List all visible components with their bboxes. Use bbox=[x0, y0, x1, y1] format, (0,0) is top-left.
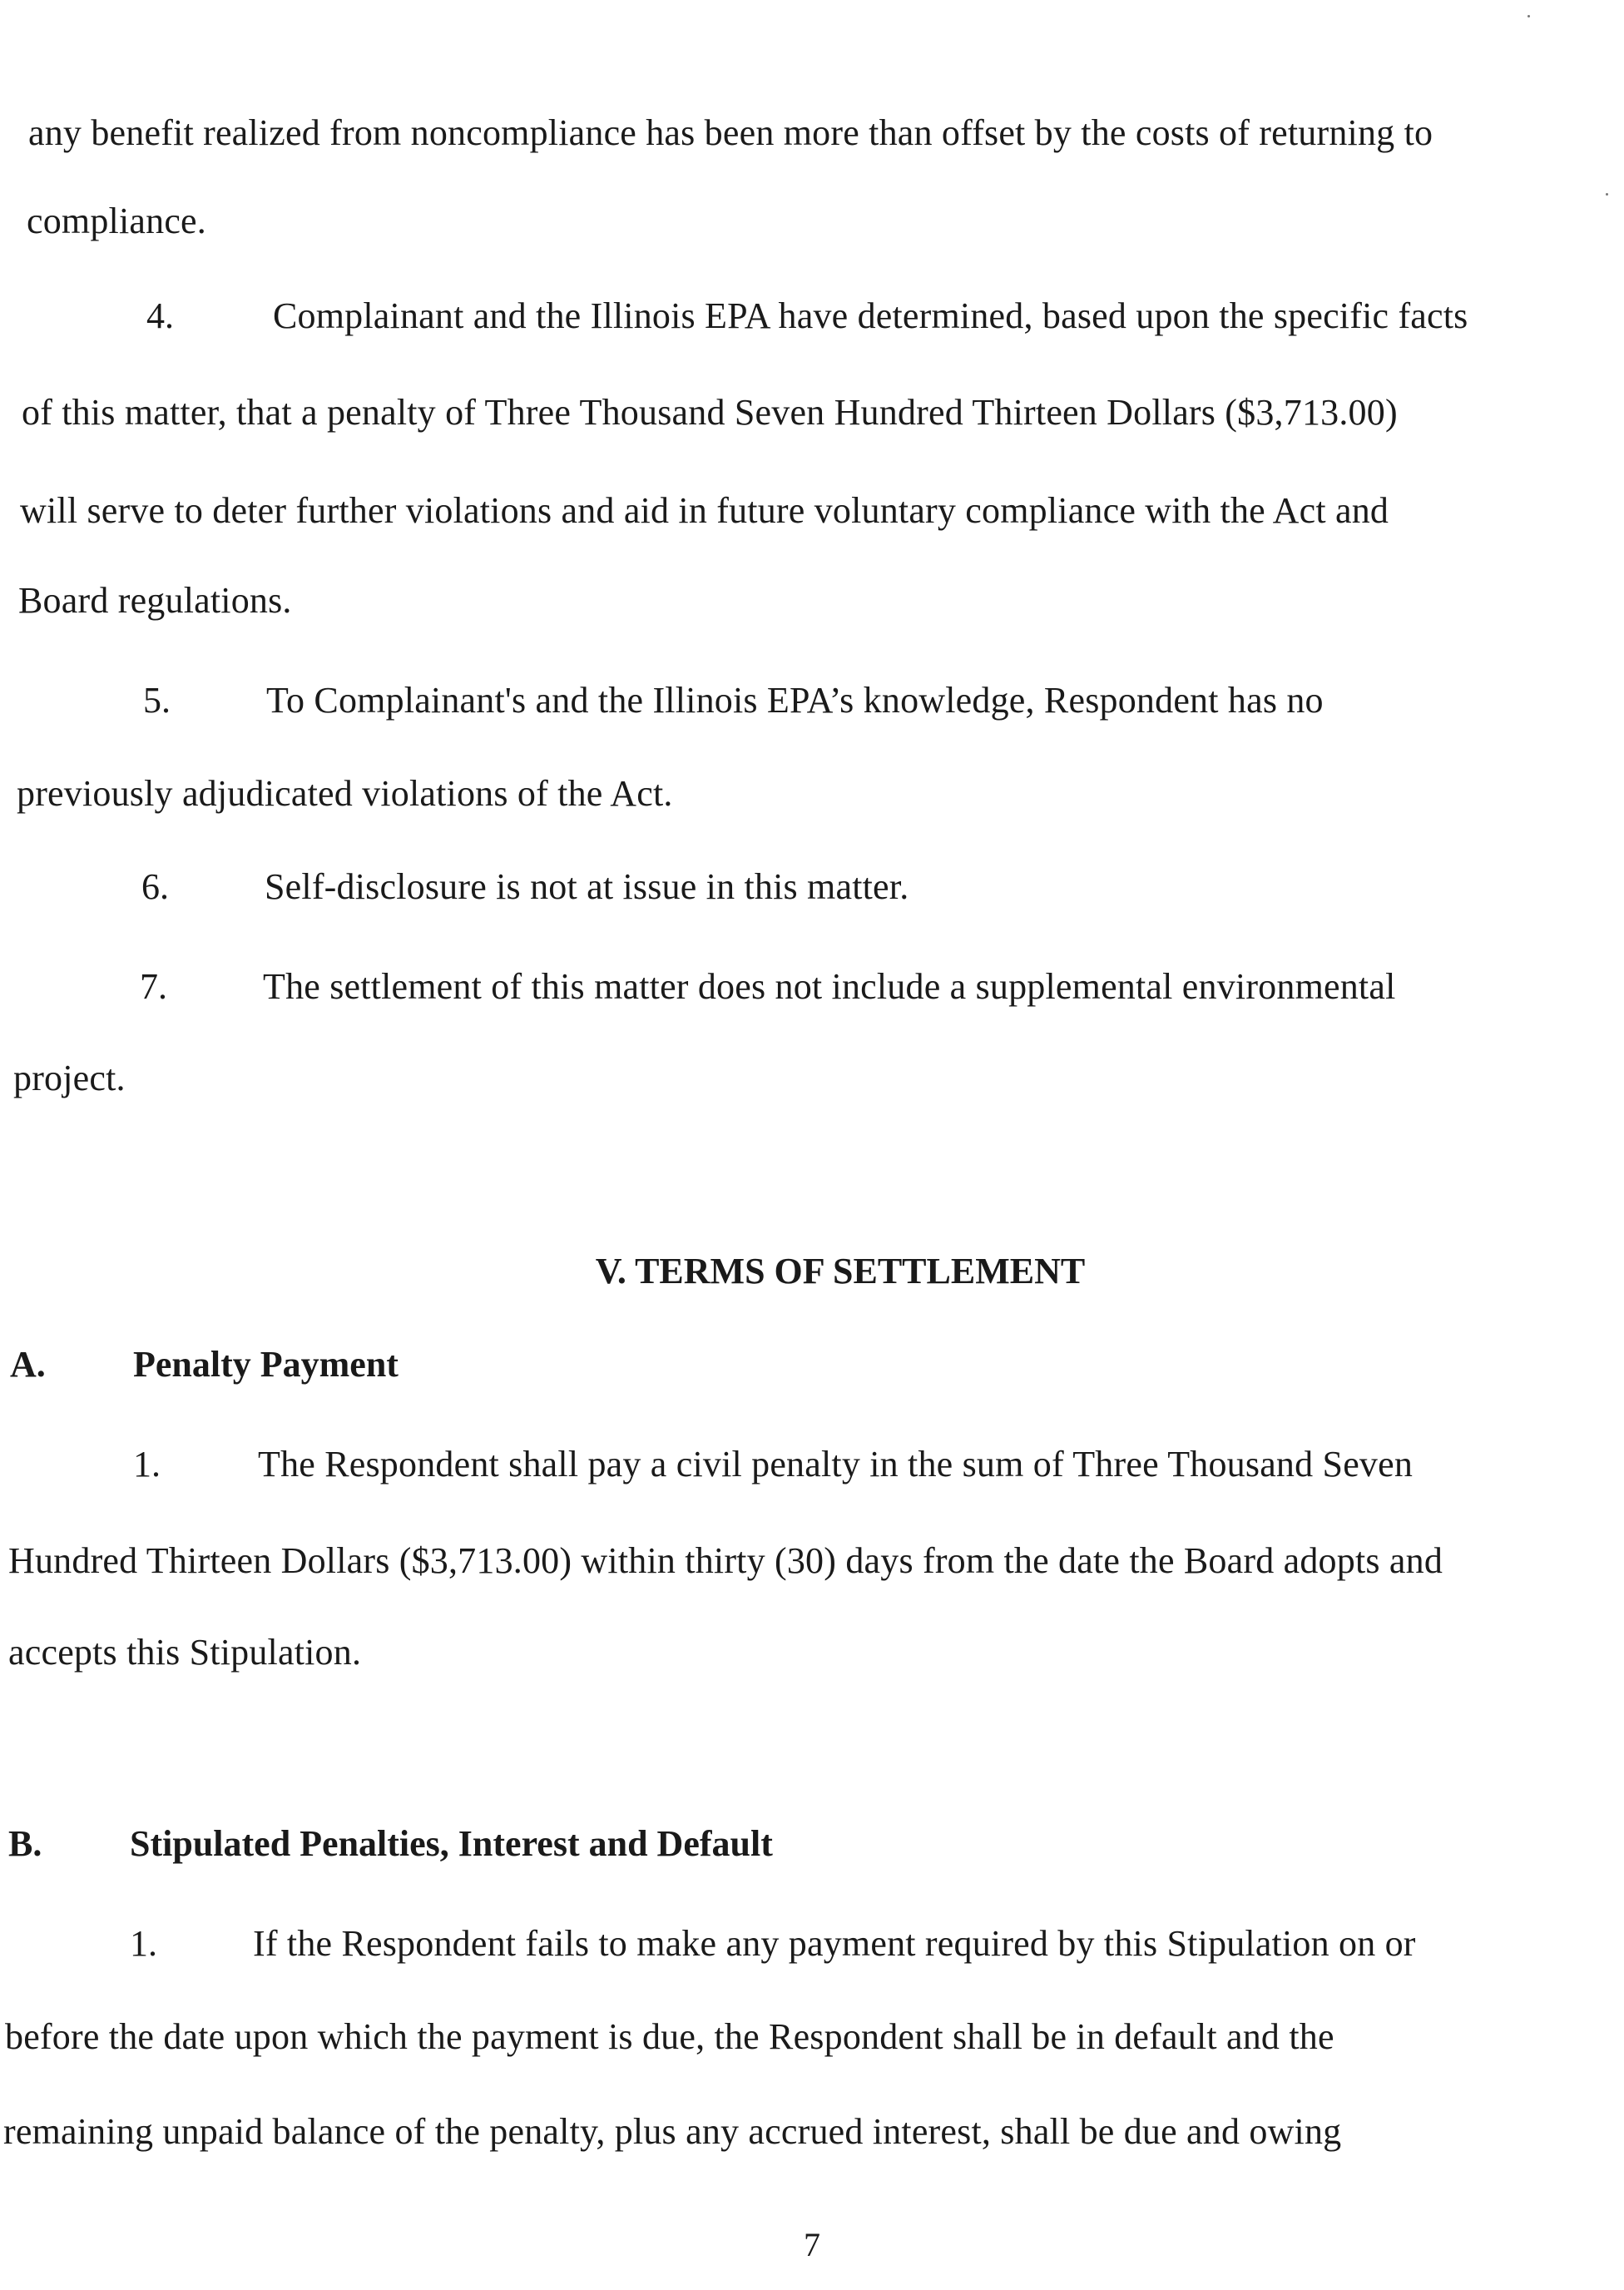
subsection-title: Penalty Payment bbox=[133, 1344, 399, 1385]
body-text-line: Hundred Thirteen Dollars ($3,713.00) within thirty (30) days from the date the Board adopts and bbox=[8, 1540, 1443, 1581]
subsection-letter: A. bbox=[10, 1344, 46, 1385]
body-text-line: project. bbox=[13, 1058, 126, 1098]
paragraph-number: 7. bbox=[140, 966, 167, 1007]
body-text-line: of this matter, that a penalty of Three Thousand Seven Hundred Thirteen Dollars ($3,713.00) bbox=[22, 392, 1398, 433]
body-text-line: compliance. bbox=[27, 201, 206, 241]
body-text-line: accepts this Stipulation. bbox=[8, 1632, 362, 1673]
body-text-line: The Respondent shall pay a civil penalty in the sum of Three Thousand Seven bbox=[258, 1444, 1414, 1485]
subsection-title: Stipulated Penalties, Interest and Default bbox=[130, 1823, 773, 1864]
body-text-line: previously adjudicated violations of the Act. bbox=[17, 773, 673, 814]
paragraph-number: 1. bbox=[133, 1444, 161, 1485]
body-text-line: Complainant and the Illinois EPA have determined, based upon the specific facts bbox=[273, 295, 1468, 336]
body-text-line: any benefit realized from noncompliance has been more than offset by the costs of returning to bbox=[28, 112, 1433, 153]
section-title: V. TERMS OF SETTLEMENT bbox=[595, 1251, 1086, 1291]
body-text-line: Self-disclosure is not at issue in this matter. bbox=[265, 866, 909, 907]
scan-speck bbox=[1606, 193, 1608, 196]
scan-speck bbox=[1527, 15, 1530, 17]
body-text-line: will serve to deter further violations and aid in future voluntary compliance with the Act and bbox=[20, 490, 1389, 531]
body-text-line: before the date upon which the payment is due, the Respondent shall be in default and the bbox=[5, 2016, 1334, 2057]
paragraph-number: 1. bbox=[130, 1923, 157, 1964]
body-text-line: To Complainant's and the Illinois EPA’s knowledge, Respondent has no bbox=[266, 680, 1324, 721]
body-text-line: Board regulations. bbox=[18, 580, 292, 621]
body-text-line: The settlement of this matter does not include a supplemental environmental bbox=[263, 966, 1396, 1007]
paragraph-number: 5. bbox=[143, 680, 171, 721]
body-text-line: remaining unpaid balance of the penalty, plus any accrued interest, shall be due and owing bbox=[3, 2111, 1342, 2152]
subsection-letter: B. bbox=[8, 1823, 42, 1864]
body-text-line: If the Respondent fails to make any payment required by this Stipulation on or bbox=[253, 1923, 1416, 1964]
page-number: 7 bbox=[804, 2226, 820, 2263]
paragraph-number: 6. bbox=[141, 866, 169, 907]
paragraph-number: 4. bbox=[146, 295, 174, 336]
